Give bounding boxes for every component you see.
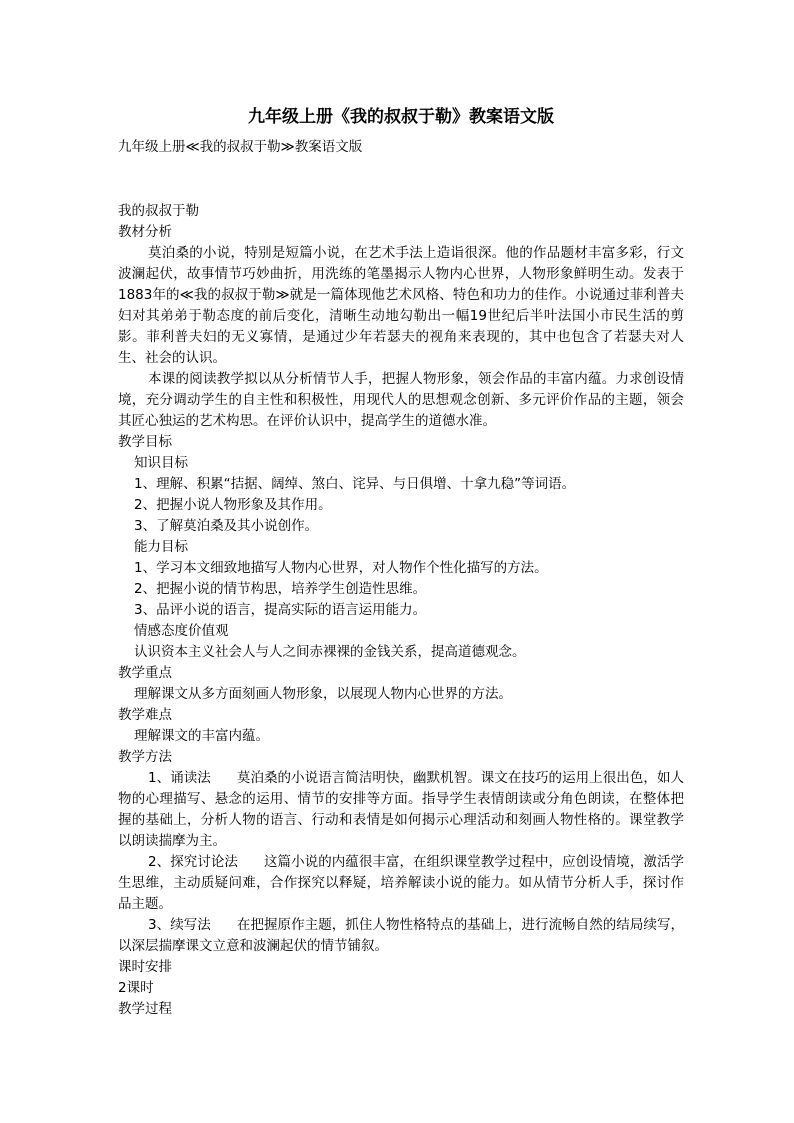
goals-heading: 教学目标 (118, 434, 172, 450)
key-points-text: 理解课文从多方面刻画人物形象，以展现人物内心世界的方法。 (134, 686, 512, 702)
knowledge-item: 3、了解莫泊桑及其小说创作。 (134, 518, 319, 534)
emotion-heading: 情感态度价值观 (134, 623, 229, 639)
emotion-text: 认识资本主义社会人与人之间赤裸裸的金钱关系，提高道德观念。 (134, 644, 526, 660)
method-text: 这篇小说的内蕴很丰富，在组织课堂教学过程中，应创设情境，激活学生思维，主动质疑问难，合作探究以释疑，培养解读小说的能力。如从情节分析人手，探讨作品主题。 (118, 854, 685, 912)
knowledge-item: 1、理解、积累“拮据、阔绰、煞白、诧异、与日俱增、十拿九稳”等词语。 (134, 476, 576, 492)
key-points-heading: 教学重点 (118, 665, 172, 681)
difficulty-heading: 教学难点 (118, 707, 172, 723)
methods-heading: 教学方法 (118, 749, 172, 765)
method-paragraph (118, 768, 684, 852)
document-body (118, 201, 684, 1020)
process-heading: 教学过程 (118, 1001, 172, 1017)
analysis-heading: 教材分析 (118, 224, 172, 240)
difficulty-text: 理解课文的丰富内蕴。 (134, 728, 269, 744)
lesson-name: 我的叔叔于勒 (118, 203, 199, 219)
method-text: 莫泊桑的小说语言简洁明快，幽默机智。课文在技巧的运用上很出色，如人物的心理描写、悬念的运用、情节的安排等方面。指导学生表情朗读或分角色朗读，在整体把握的基础上，分析人物的语言、行动和表情是如何揭示心理活动和刻画人物性格的。课堂教学以朗读揣摩为主。 (118, 770, 684, 849)
knowledge-heading: 知识目标 (134, 455, 188, 471)
knowledge-item: 2、把握小说人物形象及其作用。 (134, 497, 332, 513)
method-paragraph (118, 852, 684, 915)
ability-item: 2、把握小说的情节构思，培养学生创造性思维。 (134, 581, 427, 597)
analysis-paragraph-1: 莫泊桑的小说，特别是短篇小说，在艺术手法上造诣很深。他的作品题材丰富多彩，行文波澜起伏，故事情节巧妙曲折，用洗练的笔墨揭示人物内心世界，人物形象鲜明生动。发表于1883年的≪我的叔叔于勒≫就是一篇体现他艺术风格、特色和功力的佳作。小说通过菲利普夫妇对其弟弟于勒态度的前后变化，清晰生动地勾勒出一幅19世纪后半叶法国小市民生活的剪影。菲利普夫妇的无义寡情，是通过少年若瑟夫的视角来表现的，其中也包含了若瑟夫对人生、社会的认识。 (118, 245, 684, 366)
method-name: 3、续写法 (148, 917, 211, 933)
document-subtitle: 九年级上册≪我的叔叔于勒≫教案语文版 (118, 139, 363, 155)
ability-item: 1、学习本文细致地描写人物内心世界，对人物作个性化描写的方法。 (134, 560, 548, 576)
document-title: 九年级上册《我的叔叔于勒》教案语文版 (248, 107, 554, 127)
analysis-paragraph-2: 本课的阅读教学拟以从分析情节人手，把握人物形象，领会作品的丰富内蕴。力求创设情境，充分调动学生的自主性和积极性，用现代人的思想观念创新、多元评价作品的主题，领会其匠心独运的艺术构思。在评价认识中，提高学生的道德水准。 (118, 371, 684, 429)
ability-item: 3、品评小说的语言，提高实际的语言运用能力。 (134, 602, 427, 618)
ability-heading: 能力目标 (134, 539, 188, 555)
schedule-text: 2课时 (118, 980, 154, 996)
method-name: 1、诵读法 (148, 770, 211, 786)
schedule-heading: 课时安排 (118, 959, 172, 975)
method-text: 在把握原作主题，抓住人物性格特点的基础上，进行流畅自然的结局续写，以深层揣摩课文立意和波澜起伏的情节铺叙。 (118, 917, 684, 954)
method-paragraph (118, 915, 684, 957)
method-name: 2、探究讨论法 (148, 854, 238, 870)
